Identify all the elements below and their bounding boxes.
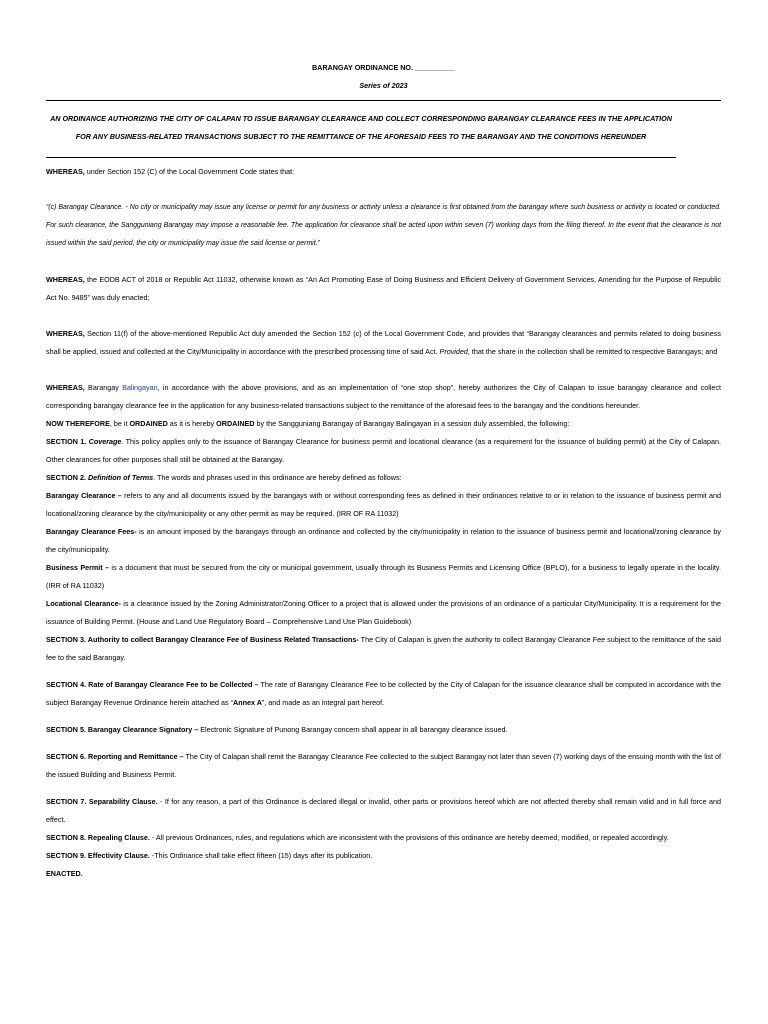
whereas-paragraph: WHEREAS, the EODB ACT of 2018 or Republic Act 11032, otherwise known as “An Act Promoting Ease of Doing Business and Efficient Delivery of Government Services, Amending for the Purpose of Republic Act No. 9485” was duly enacted;: [46, 275, 721, 302]
whereas-paragraph: WHEREAS, under Section 152 (C) of the Local Government Code states that:: [46, 167, 295, 176]
definition-barangay-clearance: Barangay Clearance – refers to any and all documents issued by the barangays with or without corresponding fees as defined in their ordinances relative to or in relation to the issuance of business permit and locational/zoning clearance by the city/municipality or any other permit as may be required. (IRR OF RA 11032): [46, 491, 721, 518]
top-rule: [46, 100, 721, 101]
barangay-link[interactable]: Balingayan: [122, 383, 158, 392]
section-9: SECTION 9. Effectivity Clause. -This Ordinance shall take effect fifteen (15) days after its publication.: [46, 851, 373, 860]
series-year: Series of 2023: [359, 81, 408, 90]
section-6: SECTION 6. Reporting and Remittance – The City of Calapan shall remit the Barangay Clearance Fee collected to the subject Barangay not later than seven (7) working days of the ensuing month with the list of the issued Building and Business Permit.: [46, 752, 721, 779]
whereas-paragraph: WHEREAS, Barangay Balingayan, in accordance with the above provisions, and as an implementation of “one stop shop”, hereby authorizes the City of Calapan to issue barangay clearance and collect corresponding barangay clearance fee in the application for any business-related transactions subject to the remittance of the aforesaid fees to the barangay and the conditions hereunder.: [46, 383, 721, 410]
section-8: SECTION 8. Repealing Clause. - All previous Ordinances, rules, and regulations which are inconsistent with the provisions of this ordinance are hereby deemed, modified, or repealed accordingly.: [46, 833, 669, 842]
quoted-provision: “(c) Barangay Clearance. - No city or municipality may issue any license or permit for any business or activity unless a clearance is first obtained from the barangay where such business or activity is located or conducted. For such clearance, the Sangguniang Barangay may impose a reasonable fee. The application for clearance shall be acted upon within seven (7) working days from the filing thereof. In the event that the clearance is not issued within the said period, the city or municipality may issue the said license or permit.”: [46, 204, 721, 247]
enacted-line: ENACTED.: [46, 869, 83, 878]
title-rule: [46, 157, 676, 158]
ordinance-title: AN ORDINANCE AUTHORIZING THE CITY OF CALAPAN TO ISSUE BARANGAY CLEARANCE AND COLLECT CORRESPONDING BARANGAY CLEARANCE FEES IN THE APPLICATION FOR ANY BUSINESS-RELATED TRANSACTIONS SUBJECT TO THE REMITTANCE OF THE AFORESAID FEES TO THE BARANGAY AND THE CONDITIONS HEREUNDER: [50, 114, 672, 141]
definition-business-permit: Business Permit – is a document that must be secured from the city or municipal government, usually through its Business Permits and Licensing Office (BPLO), for a business to legally operate in the locality. (IRR of RA 11032): [46, 563, 721, 590]
now-therefore-paragraph: NOW THEREFORE, be it ORDAINED as it is hereby ORDAINED by the Sangguniang Barangay of Barangay Balingayan in a session duly assembled, the following:: [46, 419, 570, 428]
section-3: SECTION 3. Authority to collect Barangay Clearance Fee of Business Related Transactions- The City of Calapan is given the authority to collect Barangay Clearance Fee subject to the remittance of the said fee to the said Barangay.: [46, 635, 721, 662]
section-4: SECTION 4. Rate of Barangay Clearance Fee to be Collected – The rate of Barangay Clearance Fee to be collected by the City of Calapan for the issuance clearance shall be computed in accordance with the subject Barangay Revenue Ordinance herein attached as “Annex A”, and made as an integral part hereof.: [46, 680, 721, 707]
section-5: SECTION 5. Barangay Clearance Signatory – Electronic Signature of Punong Barangay concern shall appear in all barangay clearance issued.: [46, 725, 508, 734]
whereas-paragraph: WHEREAS, Section 11(f) of the above-mentioned Republic Act duly amended the Section 152 (c) of the Local Government Code, and provides that “Barangay clearances and permits related to doing business shall be applied, issued and collected at the City/Municipality in accordance with the prescribed processing time of said Act. Provided, that the share in the collection shall be remitted to respective Barangays; and: [46, 329, 721, 356]
document-body: [46, 163, 721, 883]
definition-locational-clearance: Locational Clearance- is a clearance issued by the Zoning Administrator/Zoning Officer to a project that is allowed under the provisions of an ordinance of a particular City/Municipality. It is a requirement for the issuance of Building Permit. (House and Land Use Regulatory Board – Comprehensive Land Use Plan Guidebook): [46, 599, 721, 626]
section-2: SECTION 2. Definition of Terms. The words and phrases used in this ordinance are hereby defined as follows:: [46, 473, 402, 482]
section-7: SECTION 7. Separability Clause. - If for any reason, a part of this Ordinance is declared illegal or invalid, other parts or provisions hereof which are not affected thereby shall remain valid and in full force and effect.: [46, 797, 721, 824]
definition-clearance-fees: Barangay Clearance Fees- is an amount imposed by the barangays through an ordinance and collected by the city/municipality in relation to the issuance of business permit and locational/zoning clearance by the city/municipality.: [46, 527, 722, 554]
section-1: SECTION 1. Coverage. This policy applies only to the issuance of Barangay Clearance for business permit and locational clearance (as a requirement for the issuance of building permit) at the City of Calapan. Other clearances for other purposes shall still be obtained at the Barangay.: [46, 437, 721, 464]
ordinance-number: BARANGAY ORDINANCE NO. __________: [311, 63, 455, 72]
